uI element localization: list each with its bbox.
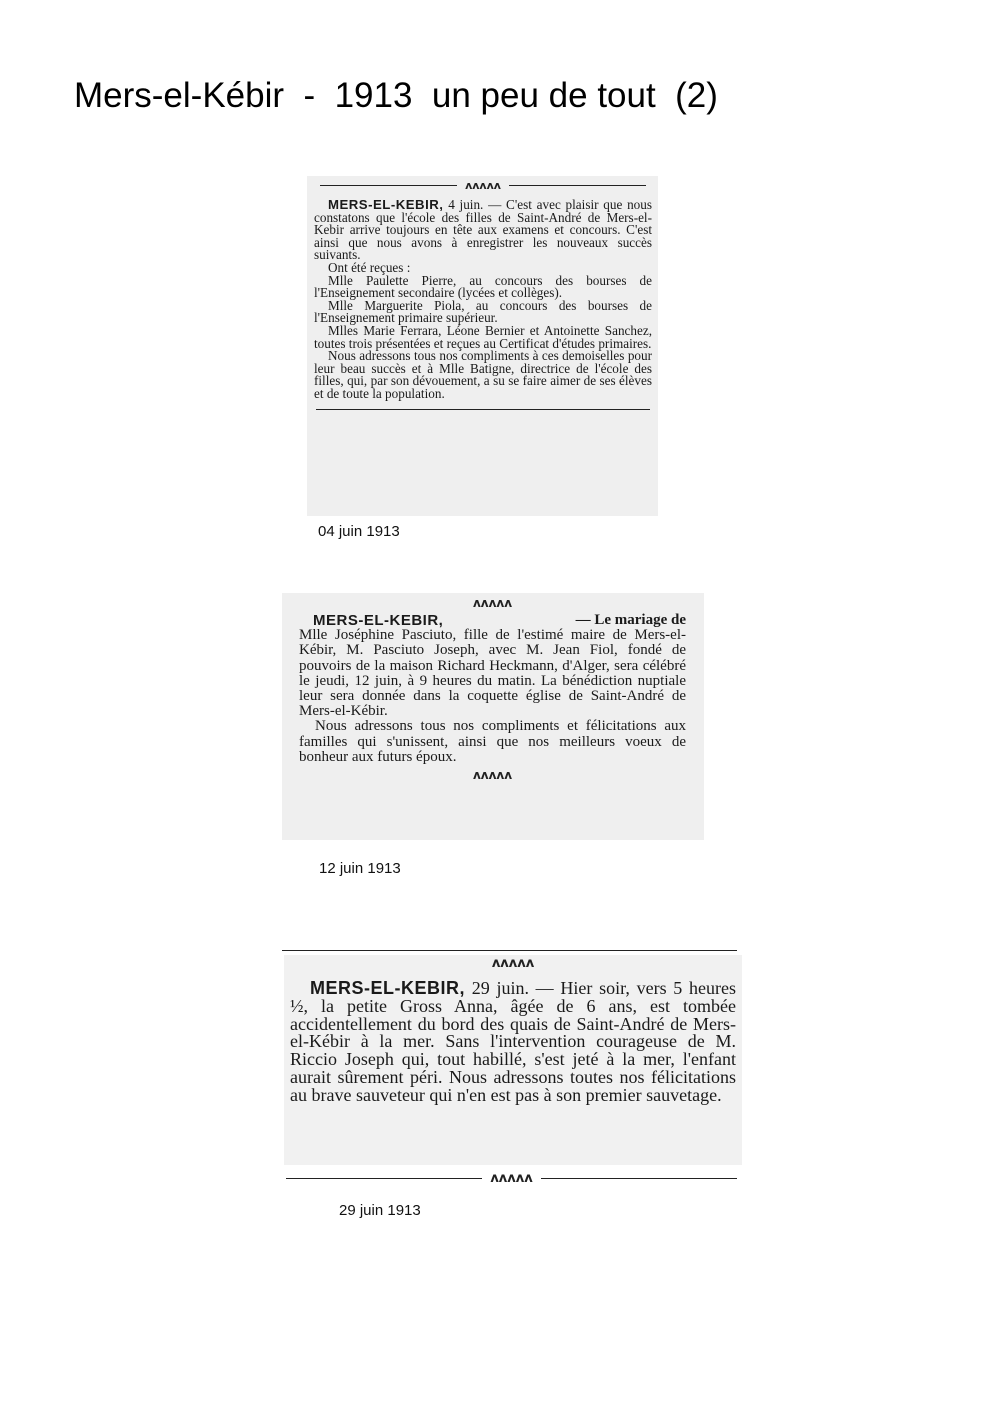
- clipping-footer-rule: [286, 1172, 737, 1185]
- article-lead-line: [299, 613, 686, 628]
- divider: [286, 1178, 482, 1179]
- ornament-icon: ʌʌʌʌʌ: [491, 956, 535, 971]
- ornament-icon: ʌʌʌʌʌ: [472, 596, 513, 610]
- article-paragraph: Nous adressons tous nos compliments à ces demoiselles pour leur beau succès et à Mlle Batigne, directrice de l'école des filles, qui, par son dévouement, a su se faire aimer de ses élèves et de toute la population.: [314, 348, 652, 401]
- page-title: Mers-el-Kébir - 1913 un peu de tout (2): [74, 76, 718, 115]
- article-text: 29 juin. — Hier soir, vers 5 heures ½, la petite Gross Anna, âgée de 6 ans, est tombée accidentellement du bord des quais de Saint-André de Mers-el-Kébir à la mer. Sans l'intervention courageuse de M. Riccio Joseph qui, tout habillé, s'est jeté à la mer, l'enfant aurait sûrement péri. Nous adressons toutes nos félicitations au brave sauveteur qui n'en est pas à son premier sauvetage.: [290, 978, 736, 1105]
- article-dateline: MERS-EL-KEBIR,: [328, 197, 444, 212]
- article-text: — Le mariage de: [575, 612, 686, 628]
- divider: [509, 185, 646, 186]
- article-paragraph: Mlle Joséphine Pasciuto, fille de l'estimé maire de Mers-el-Kébir, M. Pasciuto Joseph, avec M. Jean Fiol, fondé de pouvoirs de la maison Richard Heckmann, d'Alger, sera célébré le jeudi, 12 juin, à 9 heures du matin. La bénédiction nuptiale leur sera donnée dans la coquette église de Saint-André de Mers-el-Kébir.: [299, 627, 686, 720]
- divider: [541, 1178, 737, 1179]
- newspaper-clipping-3: [284, 955, 742, 1165]
- article-dateline: MERS-EL-KEBIR,: [310, 978, 465, 998]
- article-paragraph: Mlle Marguerite Piola, au concours des bourses de l'Enseignement primaire supérieur.: [314, 297, 652, 326]
- newspaper-clipping-2: [282, 593, 704, 840]
- divider: [320, 185, 457, 186]
- newspaper-clipping-1: [307, 176, 658, 516]
- ornament-icon: ʌʌʌʌʌ: [465, 179, 501, 192]
- divider: [316, 409, 650, 410]
- article-lead-paragraph: [290, 980, 736, 1105]
- clipping-date-caption: 12 juin 1913: [319, 860, 401, 877]
- article-paragraph: Nous adressons tous nos compliments et félicitations aux familles qui s'unissent, ainsi que nos meilleurs voeux de bonheur aux futurs époux.: [299, 718, 686, 765]
- ornament-icon: ʌʌʌʌʌ: [472, 768, 513, 783]
- clipping-header-rule: [320, 180, 646, 191]
- clipping-date-caption: 29 juin 1913: [339, 1202, 421, 1219]
- article-paragraph: Mlle Paulette Pierre, au concours des bourses de l'Enseignement secondaire (lycées et collèges).: [314, 272, 652, 301]
- article-lead-paragraph: [314, 199, 652, 262]
- ornament-icon: ʌʌʌʌʌ: [490, 1171, 533, 1186]
- article-paragraph: Mlles Marie Ferrara, Léone Bernier et Antoinette Sanchez, toutes trois présentées et reçues au Certificat d'études primaires.: [314, 322, 652, 351]
- article-text: 4 juin. — C'est avec plaisir que nous constatons que l'école des filles de Saint-André de Mers-el-Kebir arrive toujours en tête aux examens et concours. C'est ainsi que nous avons à enregistrer les nouveaux succès suivants.: [314, 197, 652, 263]
- article-paragraph: Ont été reçues :: [328, 259, 411, 275]
- clipping-date-caption: 04 juin 1913: [318, 523, 400, 540]
- divider: [282, 950, 737, 951]
- article-dateline: MERS-EL-KEBIR,: [313, 612, 444, 629]
